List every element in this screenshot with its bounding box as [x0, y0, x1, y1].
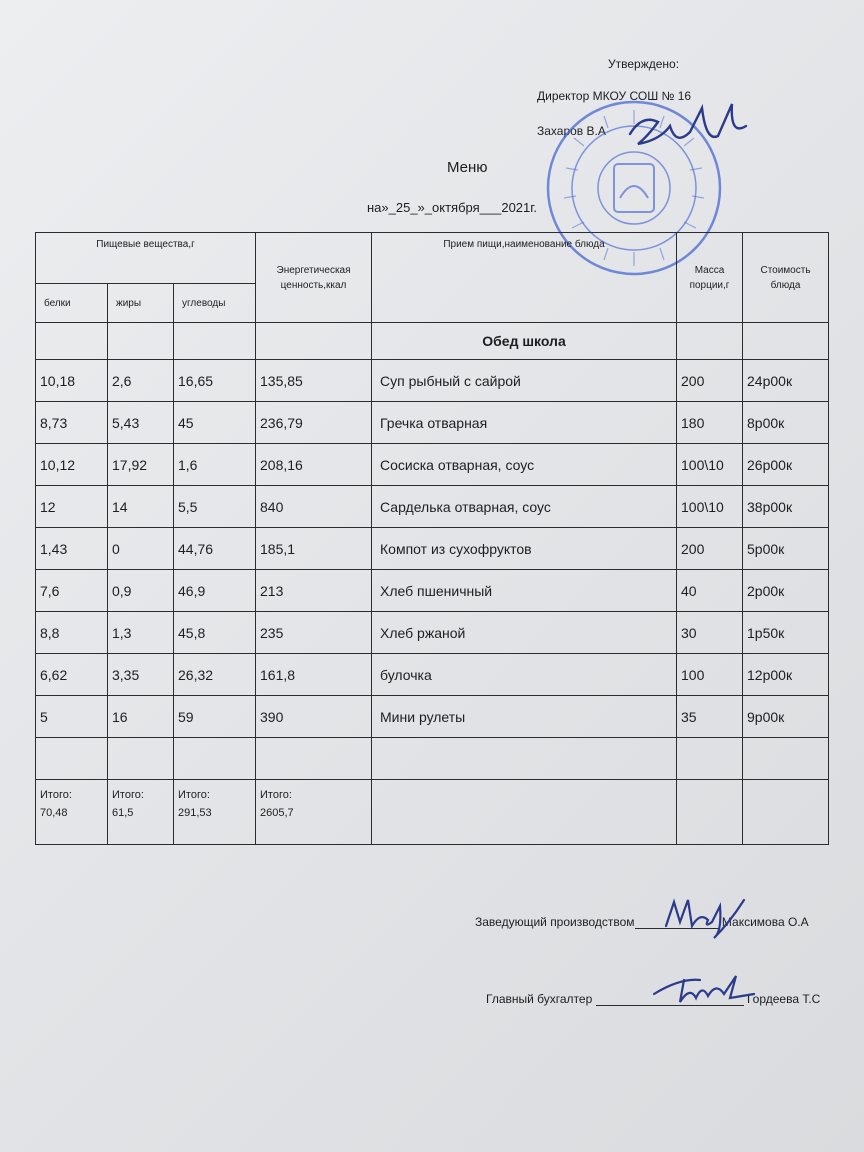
total-energy: Итого: 2605,7	[256, 780, 372, 845]
cell-cost: 9р00к	[743, 696, 829, 738]
cell-fat: 3,35	[108, 654, 174, 696]
menu-date: на»_25_»_октября___2021г.	[367, 200, 538, 215]
director-signature	[620, 96, 760, 166]
cell-cost: 26р00к	[743, 444, 829, 486]
cell-mass: 35	[677, 696, 743, 738]
production-manager-line	[475, 915, 809, 929]
cell-protein: 8,8	[36, 612, 108, 654]
accountant-signature	[650, 968, 760, 1008]
cell-protein: 5	[36, 696, 108, 738]
table-row	[36, 486, 829, 528]
cell-protein: 10,18	[36, 360, 108, 402]
table-row	[36, 654, 829, 696]
director-title: Директор МКОУ СОШ № 16	[537, 89, 692, 103]
header-meal: Прием пищи,наименование блюда	[372, 233, 677, 323]
table-row	[36, 570, 829, 612]
section-row	[36, 323, 829, 360]
cell-cost: 1р50к	[743, 612, 829, 654]
cell-energy: 213	[256, 570, 372, 612]
cell-fat: 5,43	[108, 402, 174, 444]
table-row	[36, 402, 829, 444]
cell-energy: 390	[256, 696, 372, 738]
cell-protein: 10,12	[36, 444, 108, 486]
production-signature	[660, 892, 750, 942]
cell-cost: 12р00к	[743, 654, 829, 696]
table-row	[36, 360, 829, 402]
cell-dish: Мини рулеты	[372, 696, 677, 738]
cell-mass: 40	[677, 570, 743, 612]
cell-carbs: 45,8	[174, 612, 256, 654]
header-carbs: углеводы	[174, 284, 256, 323]
approved-label: Утверждено:	[608, 57, 680, 71]
cell-dish: Хлеб пшеничный	[372, 570, 677, 612]
menu-rows	[36, 360, 829, 738]
cell-energy: 135,85	[256, 360, 372, 402]
cell-energy: 236,79	[256, 402, 372, 444]
cell-fat: 2,6	[108, 360, 174, 402]
cell-protein: 8,73	[36, 402, 108, 444]
cell-fat: 0	[108, 528, 174, 570]
cell-carbs: 16,65	[174, 360, 256, 402]
cell-fat: 14	[108, 486, 174, 528]
totals-row	[36, 780, 829, 845]
total-protein: Итого: 70,48	[36, 780, 108, 845]
cell-energy: 161,8	[256, 654, 372, 696]
production-label: Заведующий производством	[475, 915, 635, 929]
cell-protein: 6,62	[36, 654, 108, 696]
header-protein: белки	[36, 284, 108, 323]
menu-table	[35, 232, 829, 845]
header-energy: Энергетическая ценность,ккал	[256, 233, 372, 323]
cell-dish: Суп рыбный с сайрой	[372, 360, 677, 402]
cell-protein: 12	[36, 486, 108, 528]
cell-dish: булочка	[372, 654, 677, 696]
table-row	[36, 444, 829, 486]
cell-carbs: 26,32	[174, 654, 256, 696]
total-carbs: Итого: 291,53	[174, 780, 256, 845]
header-mass: Масса порции,г	[677, 233, 743, 323]
cell-carbs: 44,76	[174, 528, 256, 570]
cell-mass: 200	[677, 528, 743, 570]
table-row	[36, 612, 829, 654]
cell-energy: 208,16	[256, 444, 372, 486]
cell-cost: 24р00к	[743, 360, 829, 402]
cell-dish: Компот из сухофруктов	[372, 528, 677, 570]
accountant-label: Главный бухгалтер	[486, 992, 593, 1006]
table-row	[36, 696, 829, 738]
cell-cost: 8р00к	[743, 402, 829, 444]
director-name: Захаров В.А	[537, 124, 606, 138]
cell-mass: 30	[677, 612, 743, 654]
header-fat: жиры	[108, 284, 174, 323]
cell-energy: 185,1	[256, 528, 372, 570]
empty-row	[36, 738, 829, 780]
table-header-row	[36, 233, 829, 284]
cell-fat: 16	[108, 696, 174, 738]
total-fat: Итого: 61,5	[108, 780, 174, 845]
cell-dish: Сосиска отварная, соус	[372, 444, 677, 486]
header-cost: Стоимость блюда	[743, 233, 829, 323]
cell-dish: Сарделька отварная, соус	[372, 486, 677, 528]
cell-fat: 0,9	[108, 570, 174, 612]
table-row	[36, 528, 829, 570]
cell-fat: 1,3	[108, 612, 174, 654]
cell-cost: 5р00к	[743, 528, 829, 570]
cell-cost: 2р00к	[743, 570, 829, 612]
section-title: Обед школа	[372, 323, 677, 360]
cell-carbs: 1,6	[174, 444, 256, 486]
cell-protein: 7,6	[36, 570, 108, 612]
cell-mass: 100\10	[677, 486, 743, 528]
cell-mass: 180	[677, 402, 743, 444]
cell-protein: 1,43	[36, 528, 108, 570]
cell-cost: 38р00к	[743, 486, 829, 528]
cell-mass: 100\10	[677, 444, 743, 486]
production-name: Максимова О.А	[721, 915, 809, 929]
cell-energy: 235	[256, 612, 372, 654]
accountant-name: Гордеева Т.С	[746, 992, 821, 1006]
cell-carbs: 59	[174, 696, 256, 738]
cell-mass: 200	[677, 360, 743, 402]
cell-fat: 17,92	[108, 444, 174, 486]
cell-carbs: 45	[174, 402, 256, 444]
cell-carbs: 5,5	[174, 486, 256, 528]
cell-energy: 840	[256, 486, 372, 528]
menu-title: Меню	[447, 159, 488, 176]
cell-dish: Хлеб ржаной	[372, 612, 677, 654]
cell-mass: 100	[677, 654, 743, 696]
cell-dish: Гречка отварная	[372, 402, 677, 444]
cell-carbs: 46,9	[174, 570, 256, 612]
header-nutrients: Пищевые вещества,г	[36, 233, 256, 284]
